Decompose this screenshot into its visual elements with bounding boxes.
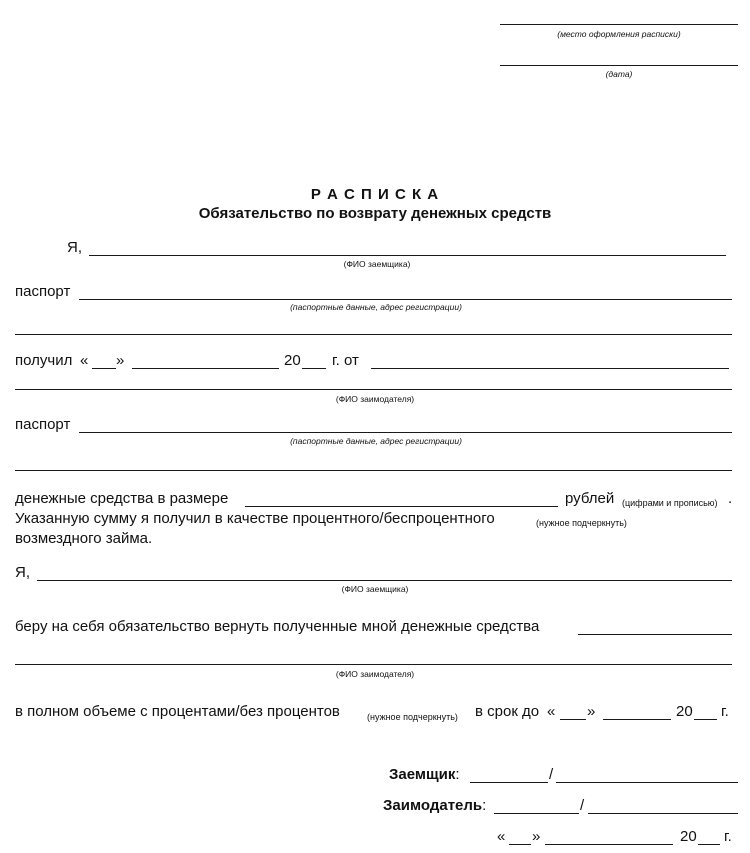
obligation-borrower-caption: (ФИО заемщика)	[341, 584, 409, 594]
borrower-passport-caption: (паспортные данные, адрес регистрации)	[290, 302, 462, 312]
amount-label: денежные средства в размере	[15, 490, 229, 507]
borrower-name-line[interactable]	[556, 782, 738, 783]
document-subtitle: Обязательство по возврату денежных средств	[198, 205, 552, 222]
lender-signature-label: Заимодатель:	[383, 797, 487, 814]
received-year-prefix: 20	[284, 352, 301, 369]
repayment-year-suffix: г.	[721, 703, 729, 720]
place-caption: (место оформления расписки)	[557, 29, 681, 39]
borrower-passport-label: паспорт	[15, 283, 71, 300]
repayment-day-line[interactable]	[560, 719, 586, 720]
date-line[interactable]	[500, 65, 738, 66]
lender-fio-line[interactable]	[371, 368, 729, 369]
obligation-borrower-line[interactable]	[37, 580, 732, 581]
lender-passport-line[interactable]	[79, 432, 732, 433]
repayment-note: (нужное подчеркнуть)	[367, 712, 458, 722]
received-quote-close: »	[116, 352, 125, 369]
repayment-month-line[interactable]	[603, 719, 671, 720]
lender-passport-caption: (паспортные данные, адрес регистрации)	[290, 436, 462, 446]
obligation-text: беру на себя обязательство вернуть полученные мной денежные средства	[15, 618, 540, 635]
signature-day-line[interactable]	[509, 844, 531, 845]
repayment-text: в полном объеме с процентами/без процентов	[15, 703, 340, 720]
amount-currency-note: (цифрами и прописью)	[622, 498, 718, 508]
lender-passport-label: паспорт	[15, 416, 71, 433]
borrower-passport-line-2[interactable]	[15, 334, 732, 335]
lender-signature-slash: /	[580, 797, 585, 814]
document-title: Р А С П И С К А	[310, 186, 440, 203]
amount-line[interactable]	[245, 506, 558, 507]
date-caption: (дата)	[605, 69, 633, 79]
borrower-signature-slash: /	[549, 766, 554, 783]
obligation-ya-label: Я,	[15, 564, 30, 581]
amount-currency: рублей	[565, 490, 615, 507]
borrower-fio-caption: (ФИО заемщика)	[343, 259, 411, 269]
signature-quote-open: «	[497, 828, 506, 845]
received-year-line[interactable]	[302, 368, 326, 369]
signature-month-line[interactable]	[545, 844, 673, 845]
lender-name-line[interactable]	[588, 813, 738, 814]
repayment-year-line[interactable]	[694, 719, 717, 720]
obligation-amount-line[interactable]	[578, 634, 732, 635]
lender-fio-caption: (ФИО заимодателя)	[335, 394, 415, 404]
signature-year-suffix: г.	[724, 828, 732, 845]
loan-type-text: Указанную сумму я получил в качестве процентного/беспроцентного	[15, 510, 495, 527]
repayment-quote-open: «	[547, 703, 556, 720]
signature-year-line[interactable]	[698, 844, 720, 845]
repayment-deadline-label: в срок до	[475, 703, 540, 720]
ya-label: Я,	[67, 239, 82, 256]
received-month-line[interactable]	[132, 368, 279, 369]
borrower-signature-label: Заемщик:	[389, 766, 460, 783]
received-label: получил	[15, 352, 73, 369]
lender-fio-line-2[interactable]	[15, 389, 732, 390]
borrower-signature-line[interactable]	[470, 782, 548, 783]
obligation-lender-line[interactable]	[15, 664, 732, 665]
lender-signature-line[interactable]	[494, 813, 579, 814]
repayment-quote-close: »	[587, 703, 596, 720]
place-line[interactable]	[500, 24, 738, 25]
signature-quote-close: »	[532, 828, 541, 845]
borrower-passport-line[interactable]	[79, 299, 732, 300]
amount-period: .	[728, 490, 733, 507]
signature-year-prefix: 20	[680, 828, 697, 845]
lender-passport-line-2[interactable]	[15, 470, 732, 471]
repayment-year-prefix: 20	[676, 703, 693, 720]
obligation-lender-caption: (ФИО заимодателя)	[335, 669, 415, 679]
loan-type-note: (нужное подчеркнуть)	[536, 518, 627, 528]
received-quote-open: «	[80, 352, 89, 369]
received-from-label: г. от	[332, 352, 359, 369]
received-day-line[interactable]	[92, 368, 116, 369]
borrower-fio-line[interactable]	[89, 255, 726, 256]
loan-type-text-2: возмездного займа.	[15, 530, 153, 547]
